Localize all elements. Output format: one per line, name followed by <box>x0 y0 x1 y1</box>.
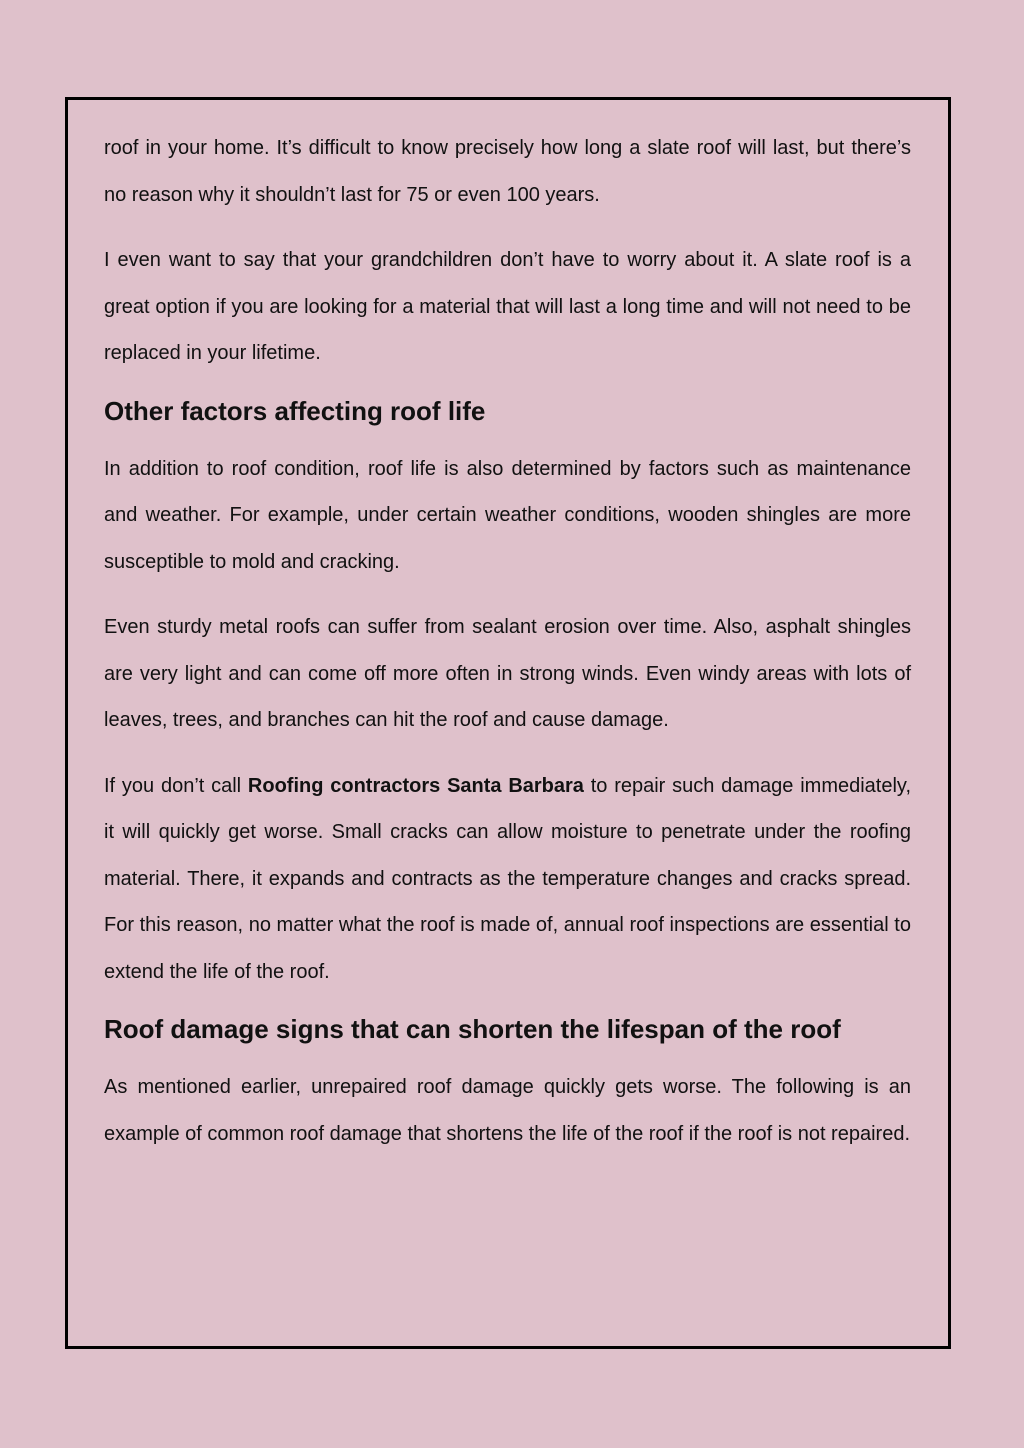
paragraph-metal-roofs: Even sturdy metal roofs can suffer from sealant erosion over time. Also, asphalt shingles are very light and can come off more often in strong winds. Even windy areas with lots of leaves, trees, and branches can hit the roof and cause damage. <box>104 616 911 731</box>
document-body <box>104 125 911 1176</box>
paragraph-contractors <box>104 763 911 996</box>
heading-damage-signs: Roof damage signs that can shorten the lifespan of the roof <box>104 1014 841 1044</box>
paragraph-slate-lifespan: roof in your home. It’s difficult to know precisely how long a slate roof will last, but there’s no reason why it shouldn’t last for 75 or even 100 years. <box>104 137 911 206</box>
contractors-bold-text: Roofing contractors Santa Barbara <box>247 774 584 797</box>
paragraph-grandchildren: I even want to say that your grandchildren don’t have to worry about it. A slate roof is a great option if you are looking for a material that will last a long time and will not need to be replaced in your lifetime. <box>104 249 911 364</box>
paragraph-roof-condition: In addition to roof condition, roof life is also determined by factors such as maintenance and weather. For example, under certain weather conditions, wooden shingles are more susceptible to mold and cracking. <box>104 457 911 573</box>
contractors-text-before: If you don’t call <box>104 774 248 797</box>
paragraph-unrepaired-damage: As mentioned earlier, unrepaired roof damage quickly gets worse. The following is an example of common roof damage that shortens the life of the roof if the roof is not repaired. <box>104 1076 911 1145</box>
contractors-text-after: to repair such damage immediately, it will quickly get worse. Small cracks can allow moisture to penetrate under the roofing material. There, it expands and contracts as the temperature changes and cracks spread. For this reason, no matter what the roof is made of, annual roof inspections are essential to extend the life of the roof. <box>104 774 911 983</box>
heading-other-factors: Other factors affecting roof life <box>104 395 486 426</box>
